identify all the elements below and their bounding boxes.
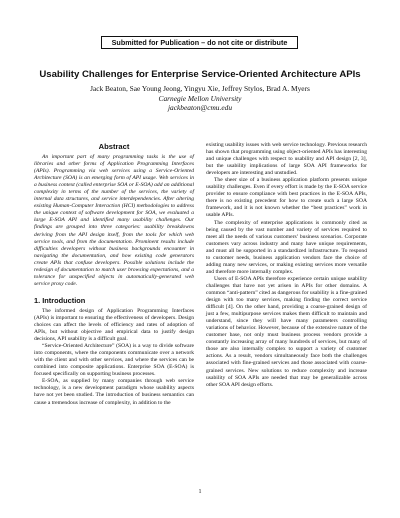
paper-title: Usability Challenges for Enterprise Service-Oriented Architecture APIs [39,69,361,80]
section-heading-introduction: 1. Introduction [34,295,86,305]
intro-paragraph: The informed design of Application Programming Interfaces (APIs) is important to ensuring the effectiveness of developers. Design choices can affect the levels of efficiency and rates of adoption of APIs, but without objective and empirical data to justify design decisions, API usability is a difficult goal. [34,307,194,343]
affiliation: Carnegie Mellon University [158,93,242,103]
intro-paragraph: E-SOA, as supplied by many companies through web service technology, is a new development paradigm whose usability aspects have not yet been studied. The introduction of business semantics can cause a tremendous increase of complexity, in addition to the [34,378,194,406]
body-paragraph: Users of E-SOA APIs therefore experience certain unique usability challenges that have not yet arisen in APIs for other domains. A common “anti-pattern” cited as dangerous for usability is a fine-grained design with too many services, making finding the correct service difficult [4]. On the other hand, providing a coarse-grained design of just a few, multipurpose services makes them difficult to maintain and understand, since they will have many parameters controlling variations of behavior. However, because of the extensive nature of the customer base, not only must business process vendors provide a constantly increasing array of many hundreds of services, but many of those are also internally complex to support a variety of customer actions. As a result, vendors simultaneously face both the challenges associated with fine-grained services and those associated with coarse-grained services. New solutions to reduce complexity and increase usability of SOA APIs are needed that may be generalizable across other SOA API design efforts. [206,275,367,388]
left-column [34,142,194,407]
author-block [0,84,400,113]
body-paragraph: The sheer size of a business application platform presents unique usability challenges. Even if every effort is made by the E-SOA service provider to ensure compliance with best practices in the E-SOA APIs, there is no existing precedent for how to create such a large SOA framework, and it is not known whether the “best practices” work in usable APIs. [206,177,367,219]
abstract-body: An important part of many programming tasks is the use of libraries and other forms of Application Programming Interfaces (APIs). Programming via web services using a Service-Oriented Architecture (SOA) is an emerging form of API usage. Web services in a business context (called enterprise SOA or E-SOA) add an additional complexity in terms of the number of the services, the variety of internal data structures, and service interdependencies. After altering existing Human-Computer Interaction (HCI) methodologies to address the unique context of software development for SOA, we evaluated a large E-SOA API and identified many usability challenges. Our findings are grouped into three categories: usability breakdowns deriving from the API design itself, from the tools for which web service tools, and from the documentation. Prominent results include difficulties developers without business backgrounds encounter in navigating the documentation, and how existing code generators create APIs that confuse developers. Possible solutions include the redesign of documentation to match user browsing expectations, and a tolerance for unspecified objects in automatically-generated web service proxy code. [34,154,194,287]
intro-paragraph: “Service-Oriented Architecture” (SOA) is a way to divide software into components, where the components communicate over a network with the client and with other services, and where the services can be combined into composite applications. Enterprise SOA (E-SOA) is focused specifically on supporting business processes. [34,343,194,378]
author-names: Jack Beaton, Sae Young Jeong, Yingyu Xie, Jeffrey Stylos, Brad A. Myers [90,84,310,93]
abstract-heading: Abstract [98,142,130,151]
submission-banner: Submitted for Publication – do not cite or distribute [101,36,298,49]
body-paragraph: existing usability issues with web service technology. Previous research has shown that programming using object-oriented APIs has interesting and unique challenges with respect to usability and API design [2, 3], but the usability implications of large SOA API frameworks for developers are interesting and unstudied. [206,142,367,177]
author-email: jackbeaton@cmu.edu [167,103,233,112]
right-column [206,142,367,389]
page-number: 1 [198,489,202,495]
body-paragraph: The complexity of enterprise applications is commonly cited as being caused by the vast number and variety of services required to meet all the needs of various customers’ business scenarios. Corporate customers vary across industry and many have unique requirements, and must all be supported in a standardized infrastructure. To respond to customer needs, business application vendors face the choice of adding many new services, or making existing services more versatile and therefore more internally complex. [206,219,367,275]
